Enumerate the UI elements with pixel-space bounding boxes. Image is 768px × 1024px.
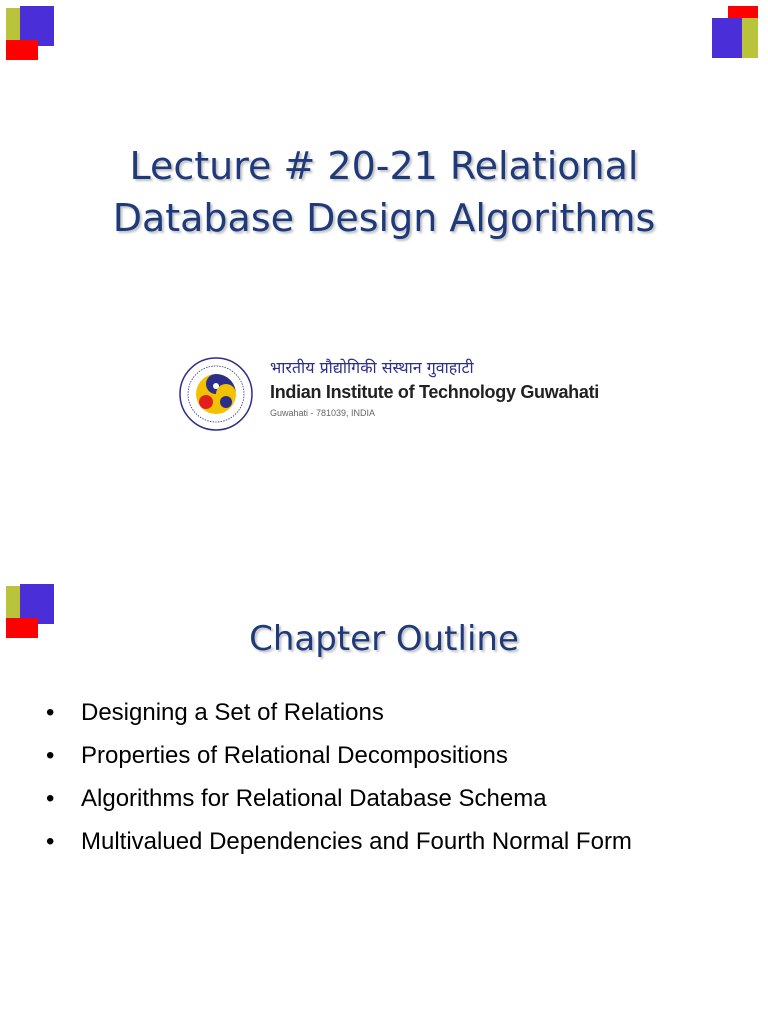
bullet-text: Multivalued Dependencies and Fourth Normal Form: [81, 828, 632, 855]
bullet-icon: •: [46, 742, 55, 769]
iit-guwahati-emblem-icon: [178, 356, 254, 432]
lecture-title: [60, 140, 708, 244]
bullet-icon: •: [46, 828, 55, 855]
institute-logo-block: [178, 354, 608, 424]
outline-bullet-list: [46, 696, 632, 868]
slide-outline: [0, 512, 768, 1024]
list-item: [46, 782, 632, 825]
bullet-text: Algorithms for Relational Database Schema: [81, 785, 547, 812]
corner-squares-icon: [2, 580, 52, 636]
bullet-icon: •: [46, 785, 55, 812]
lecture-title-line2: Database Design Algorithms: [112, 196, 656, 240]
list-item: [46, 696, 632, 739]
corner-squares-icon: [712, 6, 762, 62]
corner-squares-icon: [2, 2, 52, 58]
bullet-text: Properties of Relational Decompositions: [81, 742, 508, 769]
lecture-title-line1: Lecture # 20-21 Relational: [129, 144, 639, 188]
outline-title: Chapter Outline: [249, 619, 519, 659]
institute-english-name: Indian Institute of Technology Guwahati: [270, 382, 599, 402]
bullet-text: Designing a Set of Relations: [81, 699, 384, 726]
institute-address: Guwahati - 781039, INDIA: [270, 408, 376, 418]
list-item: [46, 825, 632, 868]
list-item: [46, 739, 632, 782]
bullet-icon: •: [46, 699, 55, 726]
institute-hindi-name: भारतीय प्रौद्योगिकी संस्थान गुवाहाटी: [270, 358, 474, 377]
